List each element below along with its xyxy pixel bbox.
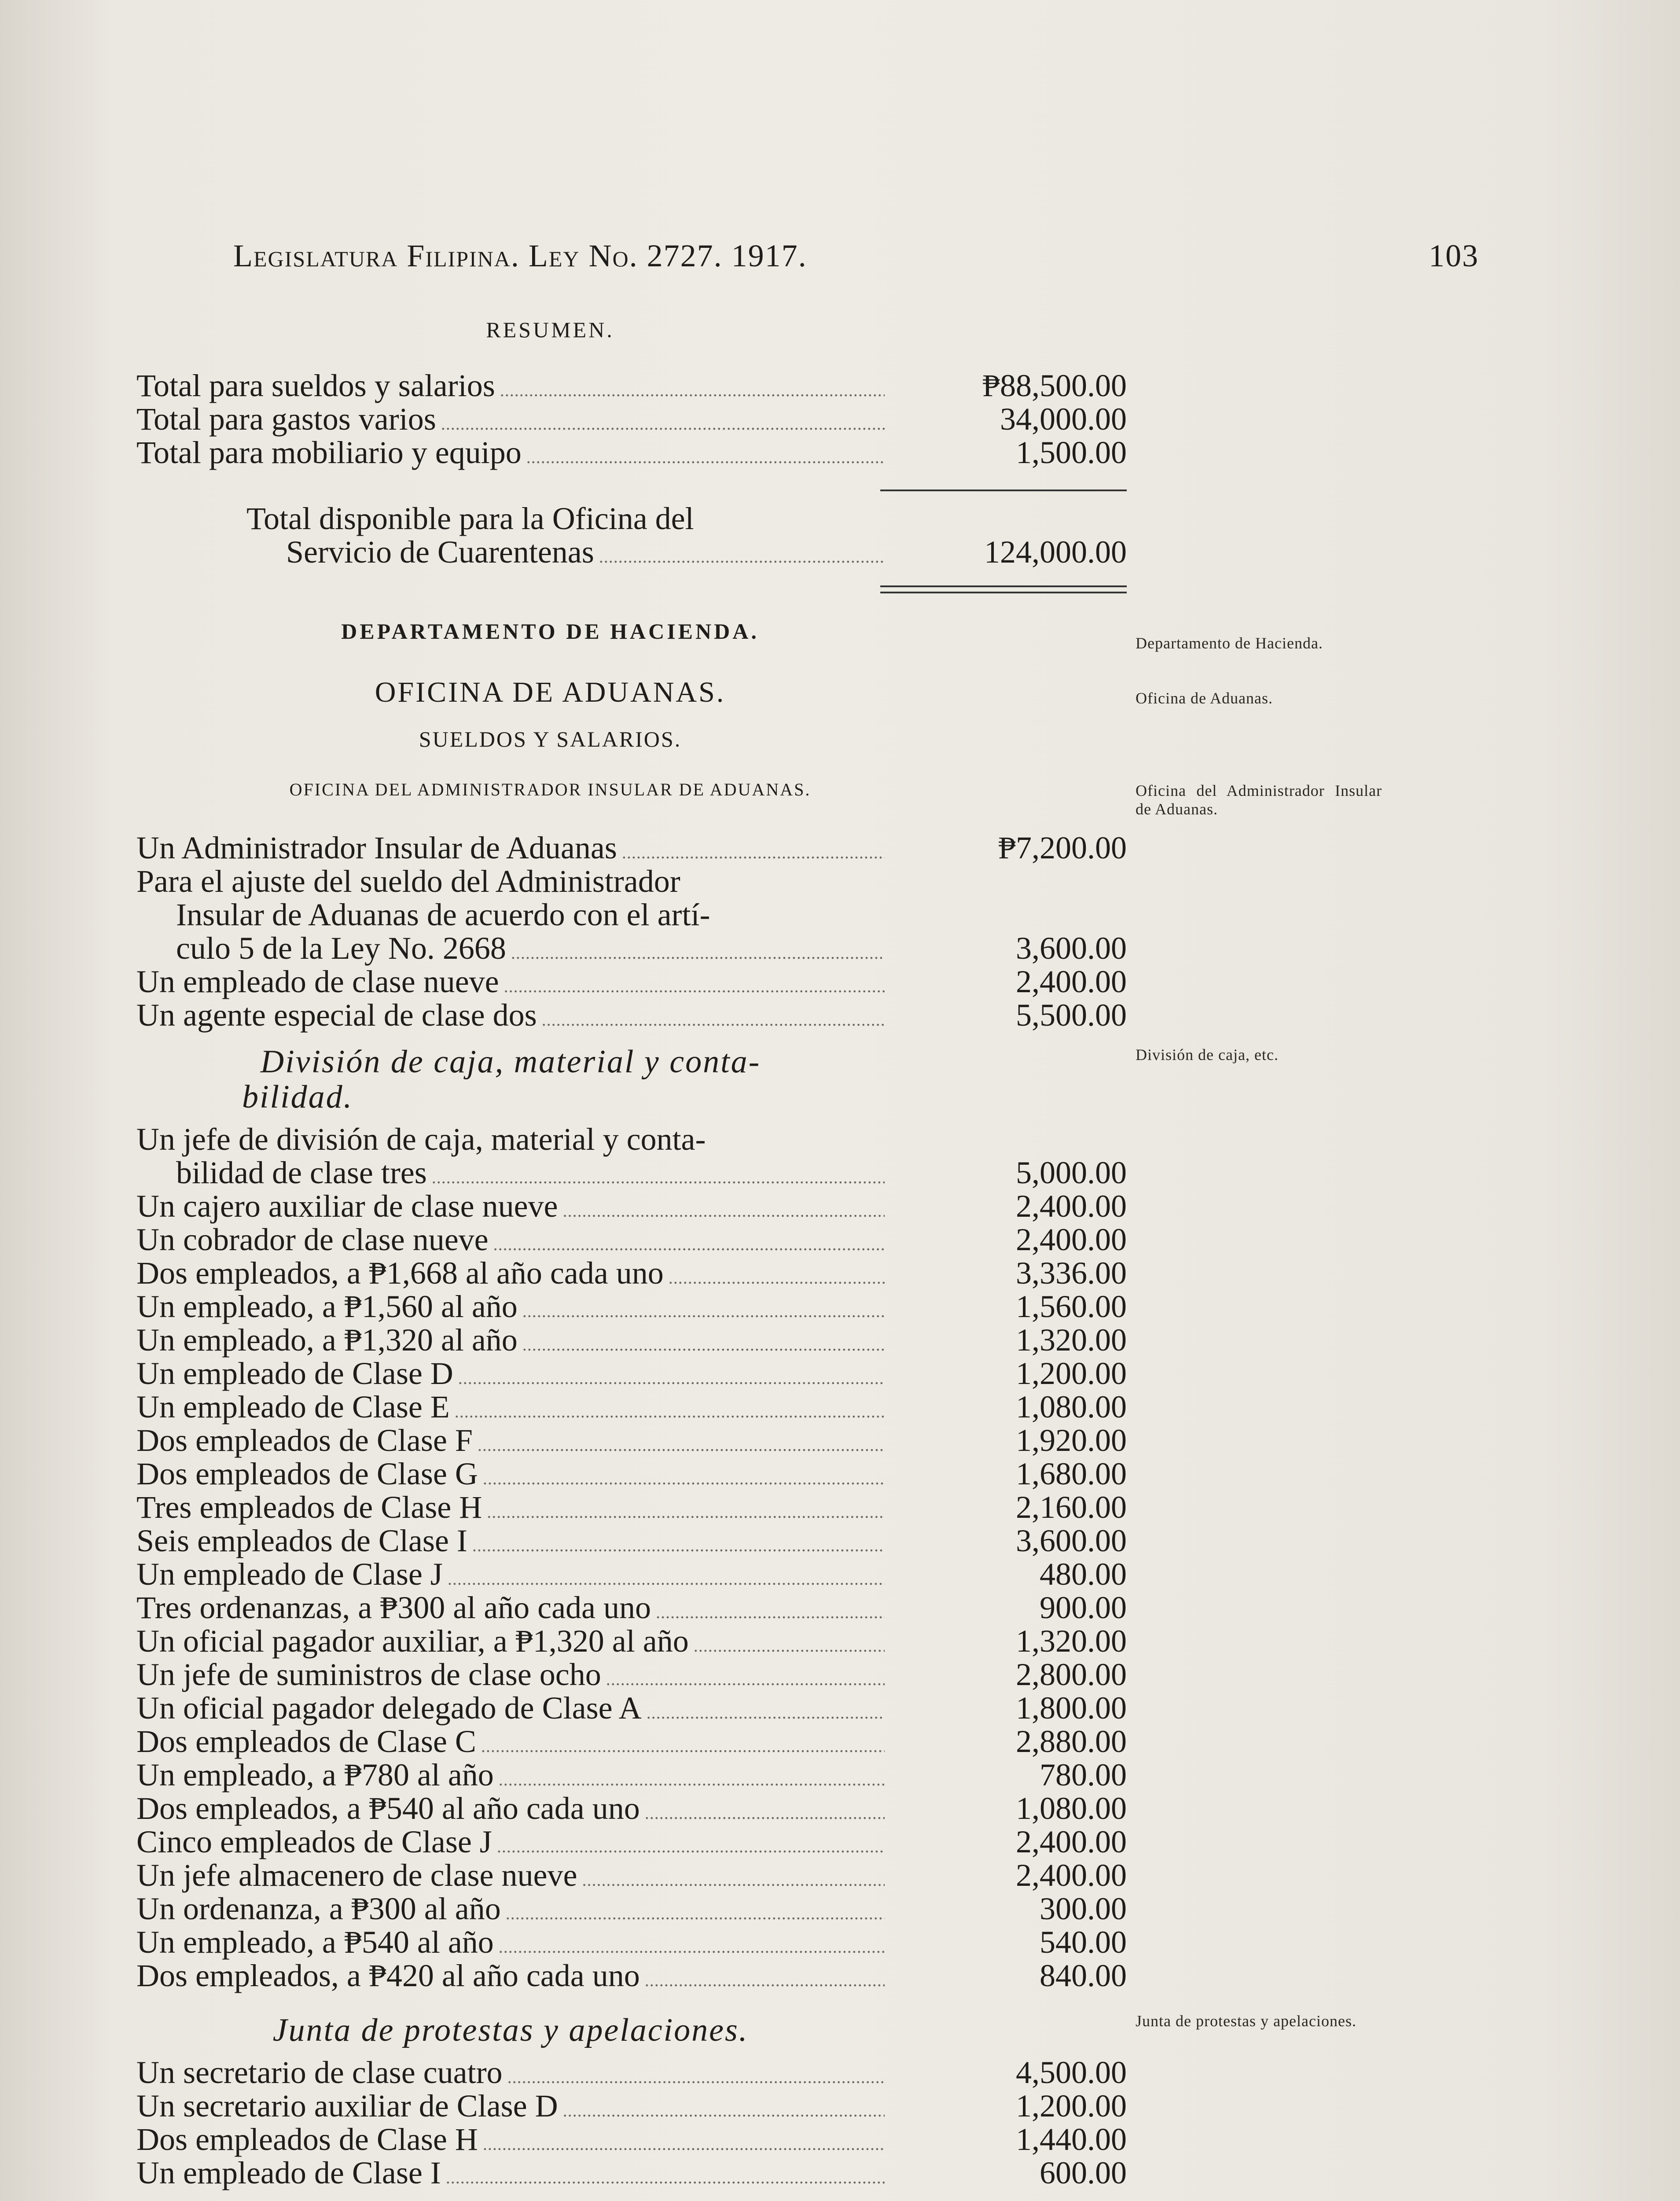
row-amount: 3,600.00	[1016, 931, 1127, 966]
margin-note-admin: Oficina del Administrador Insular de Aduanas.	[1136, 782, 1382, 818]
row-label: Un Administrador Insular de Aduanas .....	[136, 831, 885, 869]
salary-row	[136, 1959, 1127, 1992]
salary-row	[136, 1658, 1127, 1691]
salary-row	[136, 1758, 1127, 1792]
total-double-rule	[880, 585, 1127, 587]
caja-heading-cont: bilidad.	[242, 1079, 353, 1115]
row-amount: ₱7,200.00	[998, 830, 1127, 865]
department-heading: DEPARTAMENTO DE HACIENDA.	[341, 619, 759, 644]
salary-row	[136, 1624, 1127, 1658]
row-amount: ₱88,500.00	[982, 368, 1127, 403]
row-amount: 1,800.00	[1016, 1690, 1127, 1726]
row-amount: 840.00	[1040, 1958, 1127, 1993]
salary-row-line	[136, 1123, 1127, 1156]
row-amount: 2,800.00	[1016, 1657, 1127, 1692]
salary-row	[136, 1557, 1127, 1591]
row-amount: 1,320.00	[1016, 1322, 1127, 1358]
row-label: Un secretario de clase cuatro .....	[136, 2056, 885, 2094]
row-label: Un jefe almacenero de clase nueve .....	[136, 1859, 885, 1897]
row-amount: 2,400.00	[1016, 1189, 1127, 1224]
row-amount: 2,400.00	[1016, 1222, 1127, 1257]
row-label: Tres ordenanzas, a ₱300 al año cada uno .....	[136, 1591, 885, 1629]
row-amount: 3,600.00	[1016, 1523, 1127, 1558]
row-label: Dos empleados, a ₱1,668 al año cada uno .....	[136, 1256, 885, 1295]
row-amount: 1,440.00	[1016, 2122, 1127, 2157]
salary-row	[136, 965, 1127, 998]
row-label: Un oficial pagador delegado de Clase A .....	[136, 1691, 885, 1730]
row-label: Un jefe de división de caja, material y conta-	[136, 1123, 706, 1157]
row-amount: 2,400.00	[1016, 964, 1127, 999]
row-label: Tres empleados de Clase H .....	[136, 1491, 885, 1529]
row-label: Servicio de Cuarentenas .....	[286, 535, 885, 574]
resumen-total-row	[136, 535, 1127, 569]
row-label: Un empleado de Clase E .....	[136, 1390, 885, 1428]
row-label: Cinco empleados de Clase J .....	[136, 1825, 885, 1863]
margin-note-aduanas: Oficina de Aduanas.	[1136, 689, 1273, 707]
row-amount: 1,200.00	[1016, 2088, 1127, 2124]
resumen-total-line	[136, 502, 1127, 535]
salary-row-line	[136, 898, 1127, 931]
salary-row	[136, 1189, 1127, 1223]
row-label: Total para sueldos y salarios .....	[136, 369, 885, 407]
row-amount: 1,560.00	[1016, 1289, 1127, 1324]
row-amount: 1,080.00	[1016, 1791, 1127, 1826]
row-amount: 1,920.00	[1016, 1423, 1127, 1458]
row-amount: 540.00	[1040, 1925, 1127, 1960]
salary-row	[136, 2089, 1127, 2123]
row-amount: 4,500.00	[1016, 2055, 1127, 2090]
row-label: Un secretario auxiliar de Clase D .....	[136, 2089, 885, 2127]
row-label: Un jefe de suministros de clase ocho .....	[136, 1658, 885, 1696]
caja-heading: División de caja, material y conta-	[260, 1044, 761, 1080]
row-label: Total disponible para la Oficina del	[246, 502, 694, 536]
row-amount: 2,160.00	[1016, 1490, 1127, 1525]
row-amount: 300.00	[1040, 1891, 1127, 1926]
row-label: Un oficial pagador auxiliar, a ₱1,320 al año .....	[136, 1624, 885, 1663]
salary-row	[136, 998, 1127, 1032]
running-header	[233, 238, 1479, 286]
row-label: Seis empleados de Clase I .....	[136, 1524, 885, 1562]
salary-row	[136, 1424, 1127, 1457]
total-double-rule	[880, 592, 1127, 593]
row-amount: 780.00	[1040, 1757, 1127, 1792]
row-amount: 1,500.00	[1016, 435, 1127, 470]
salary-row-line	[136, 865, 1127, 898]
row-label: Dos empleados de Clase H .....	[136, 2123, 885, 2161]
subsection-heading: OFICINA DEL ADMINISTRADOR INSULAR DE ADUANAS.	[289, 780, 811, 799]
junta-heading: Junta de protestas y apelaciones.	[272, 2012, 749, 2048]
section-heading: SUELDOS Y SALARIOS.	[419, 727, 682, 751]
salary-row	[136, 1290, 1127, 1323]
row-label: Para el ajuste del sueldo del Administrador	[136, 865, 680, 899]
row-amount: 5,500.00	[1016, 997, 1127, 1033]
row-amount: 3,336.00	[1016, 1255, 1127, 1291]
row-label: Un empleado, a ₱1,560 al año .....	[136, 1290, 885, 1328]
row-amount: 1,200.00	[1016, 1356, 1127, 1391]
row-label: Un cobrador de clase nueve .....	[136, 1223, 885, 1261]
resumen-heading: RESUMEN.	[486, 317, 614, 342]
row-amount: 480.00	[1040, 1557, 1127, 1592]
salary-row	[136, 2056, 1127, 2089]
salary-row	[136, 1925, 1127, 1959]
salary-row	[136, 2156, 1127, 2190]
row-label: Un agente especial de clase dos .....	[136, 998, 885, 1037]
row-label: Total para gastos varios .....	[136, 402, 885, 441]
row-amount: 2,400.00	[1016, 1824, 1127, 1859]
salary-row	[136, 2123, 1127, 2156]
salary-row	[136, 1491, 1127, 1524]
row-label: Un empleado, a ₱1,320 al año .....	[136, 1323, 885, 1362]
row-label: Un cajero auxiliar de clase nueve .....	[136, 1189, 885, 1228]
row-label: Dos empleados, a ₱540 al año cada uno .....	[136, 1792, 885, 1830]
salary-row	[136, 831, 1127, 865]
row-label: bilidad de clase tres .....	[176, 1156, 885, 1194]
salary-row	[136, 1256, 1127, 1290]
salary-row	[136, 1892, 1127, 1925]
salary-row	[136, 1223, 1127, 1256]
salary-row	[136, 1725, 1127, 1758]
row-label: Dos empleados de Clase F .....	[136, 1424, 885, 1462]
margin-note-hacienda: Departamento de Hacienda.	[1136, 634, 1323, 652]
salary-row	[136, 1524, 1127, 1557]
salary-row	[136, 1457, 1127, 1491]
row-amount: 2,400.00	[1016, 1858, 1127, 1893]
row-amount: 900.00	[1040, 1590, 1127, 1625]
margin-note-junta: Junta de protestas y apelaciones.	[1136, 2012, 1356, 2030]
salary-row	[136, 1156, 1127, 1189]
salary-row	[136, 1691, 1127, 1725]
row-amount: 2,880.00	[1016, 1724, 1127, 1759]
row-amount: 1,320.00	[1016, 1623, 1127, 1659]
salary-row	[136, 1390, 1127, 1424]
resumen-row	[136, 369, 1127, 402]
row-amount: 1,680.00	[1016, 1456, 1127, 1491]
salary-row	[136, 1591, 1127, 1624]
row-label: Un empleado de Clase D .....	[136, 1357, 885, 1395]
office-heading: OFICINA DE ADUANAS.	[375, 676, 726, 708]
salary-row	[136, 1323, 1127, 1357]
header-title: Legislatura Filipina. Ley No. 2727. 1917.	[233, 238, 807, 273]
resumen-row	[136, 402, 1127, 436]
page-number: 103	[1429, 238, 1479, 273]
row-label: Un empleado, a ₱780 al año .....	[136, 1758, 885, 1796]
row-amount: 124,000.00	[984, 534, 1127, 570]
row-label: Un empleado de clase nueve .....	[136, 965, 885, 1003]
row-label: Un empleado de Clase J .....	[136, 1557, 885, 1596]
salary-row	[136, 1825, 1127, 1859]
row-label: Insular de Aduanas de acuerdo con el artí-	[176, 898, 710, 932]
resumen-row	[136, 436, 1127, 469]
salary-row	[136, 1357, 1127, 1390]
row-amount: 34,000.00	[1000, 401, 1127, 437]
row-label: culo 5 de la Ley No. 2668 .....	[176, 931, 885, 970]
row-amount: 5,000.00	[1016, 1155, 1127, 1190]
row-label: Dos empleados de Clase G .....	[136, 1457, 885, 1495]
row-amount: 1,080.00	[1016, 1389, 1127, 1424]
row-amount: 600.00	[1040, 2155, 1127, 2190]
row-label: Dos empleados, a ₱420 al año cada uno .....	[136, 1959, 885, 1997]
row-label: Un empleado, a ₱540 al año .....	[136, 1925, 885, 1964]
salary-row	[136, 1859, 1127, 1892]
salary-row	[136, 1792, 1127, 1825]
row-label: Dos empleados de Clase C .....	[136, 1725, 885, 1763]
margin-note-caja: División de caja, etc.	[1136, 1046, 1279, 1064]
salary-row	[136, 931, 1127, 965]
subtotal-rule	[880, 490, 1127, 491]
row-label: Un ordenanza, a ₱300 al año .....	[136, 1892, 885, 1930]
row-label: Un empleado de Clase I .....	[136, 2156, 885, 2194]
row-label: Total para mobiliario y equipo .....	[136, 436, 885, 474]
